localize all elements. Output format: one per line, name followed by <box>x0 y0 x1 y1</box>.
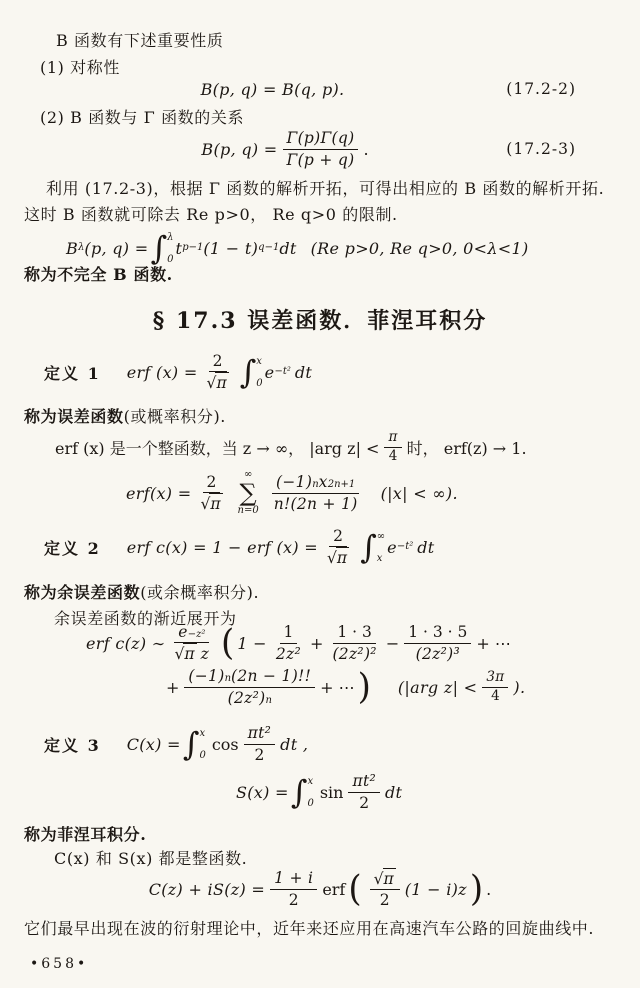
upper-limit: ∞ <box>243 469 253 480</box>
equation-lhs: C(x) = <box>126 734 181 754</box>
integral-sign: ∫ <box>150 228 168 267</box>
operator: + <box>166 677 180 697</box>
term: (2n − 1)!! <box>231 667 312 686</box>
fraction <box>323 526 353 568</box>
close-paren: ) <box>469 868 484 910</box>
numerator: πt² <box>244 723 276 744</box>
complementary-caption <box>24 580 259 603</box>
radicand: π <box>210 495 221 513</box>
lower-limit: n=0 <box>237 505 259 516</box>
denominator: 2 <box>359 793 370 812</box>
integrand-term: t <box>175 238 183 258</box>
numerator: 2 <box>209 351 227 372</box>
function-name: erf <box>322 879 346 899</box>
differential: dt , <box>280 734 309 754</box>
definition-1: 定义 1 erf (x) = 2 √ π ∫ x 0 e −t² dt <box>44 351 313 392</box>
error-function-caption <box>24 404 226 427</box>
definition-label: 定义 3 <box>44 735 101 755</box>
equation-lhs: B(p, q) = <box>201 139 278 159</box>
paragraph-text: 时， erf(z) → 1. <box>406 438 527 458</box>
definition-2: 定义 2 erf c(x) = 1 − erf (x) = 2 √ π ∫ ∞ x e −t² dt <box>44 526 435 567</box>
denominator <box>203 372 233 393</box>
integrand: e <box>264 362 275 382</box>
radical-sign: √ <box>373 869 384 888</box>
denominator: (2z²)² <box>332 644 377 663</box>
fraction <box>244 723 276 764</box>
integral <box>290 772 314 811</box>
numerator: 1 · 3 <box>333 622 376 643</box>
definition-3 <box>44 722 308 766</box>
numerator <box>370 868 400 890</box>
lower-limit: 0 <box>307 798 314 809</box>
numerator: 1 <box>280 622 298 643</box>
property-relation-label: (2) B 函数与 Γ 函数的关系 <box>40 108 245 127</box>
fraction <box>272 622 305 663</box>
integral-sign: ∫ <box>182 724 200 763</box>
property-symmetry-label: (1) 对称性 <box>40 58 120 77</box>
lower-limit: 0 <box>167 254 174 265</box>
fraction <box>384 429 401 465</box>
restriction-paragraph: 这时 B 函数就可除去 Re p>0， Re q>0 的限制. <box>24 205 398 224</box>
section-heading: § 17.3 误差函数．菲涅耳积分 <box>152 308 488 334</box>
numerator: 1 + i <box>270 868 317 889</box>
summation <box>238 470 259 516</box>
condition-pre: (|arg z| < <box>397 677 478 697</box>
definition-label: 定义 1 <box>44 363 101 383</box>
fraction <box>328 622 380 663</box>
period: . <box>363 139 369 159</box>
integral-sign: ∫ <box>290 772 308 811</box>
equation-erfc-asymptotic-line1 <box>86 620 511 666</box>
lower-limit: x <box>376 553 383 564</box>
integral-limits <box>377 530 385 564</box>
integral-sign: ∫ <box>360 527 377 566</box>
equation-lhs: S(x) = <box>236 782 289 802</box>
upper-limit: x <box>256 356 262 367</box>
numerator: 2 <box>203 472 221 493</box>
denominator: 4 <box>388 447 398 464</box>
radicand: π <box>184 645 195 663</box>
operator: − <box>385 633 400 653</box>
term: 1 − <box>237 633 267 653</box>
upper-limit: x <box>307 776 314 787</box>
numerator: (−1) n (2n − 1)!! <box>184 666 315 687</box>
condition: (Re p>0, Re q>0, 0<λ<1) <box>310 238 529 258</box>
fraction <box>482 669 508 705</box>
caption-strong: 称为误差函数 <box>24 407 124 426</box>
denominator: 2z² <box>275 644 302 663</box>
equation-symmetry <box>0 76 640 102</box>
denominator: 2 <box>288 890 299 909</box>
caption-rest: (或余概率积分). <box>140 583 260 602</box>
equation-lhs: erf(x) = <box>126 483 192 503</box>
integral <box>360 527 386 566</box>
function-symbol: B <box>66 238 79 258</box>
numerator: 3π <box>482 669 508 688</box>
radical-sign: √ <box>326 549 337 567</box>
numerator: (−1) n x 2n+1 <box>272 472 359 493</box>
term: x <box>318 473 328 492</box>
radicand: π <box>216 374 227 392</box>
continuation: + ⋯ <box>476 633 511 653</box>
denominator: (2z²)³ <box>415 644 460 663</box>
integral-limits <box>167 231 173 265</box>
fraction <box>184 666 315 707</box>
differential: dt <box>294 362 313 382</box>
denominator: Γ(p + q) <box>286 150 355 169</box>
fresnel-caption: 称为菲涅耳积分. <box>24 825 147 844</box>
numerator: e −z² <box>174 622 209 643</box>
sigma-sign: ∑ <box>239 479 257 507</box>
open-paren: ( <box>348 868 362 910</box>
numerator: 2 <box>329 526 347 547</box>
equation-body: B(p, q) = B(q, p). <box>200 79 345 99</box>
integral <box>150 228 174 267</box>
numerator: Γ(p)Γ(q) <box>283 128 359 149</box>
lower-limit: 0 <box>199 750 206 761</box>
period: . <box>486 879 492 899</box>
condition-post: ). <box>513 677 526 697</box>
fraction <box>404 622 471 663</box>
fraction <box>270 472 362 513</box>
equation-lhs: C(z) + iS(z) = <box>148 879 266 899</box>
entire-functions-note: C(x) 和 S(x) 都是整函数. <box>54 849 248 868</box>
page-number: •658• <box>30 956 89 972</box>
asymptotic-intro: 余误差函数的渐近展开为 <box>54 609 237 628</box>
radicand: π <box>336 549 348 567</box>
integral <box>239 352 263 391</box>
radical-sign: √ <box>206 374 217 392</box>
continuation: + ⋯ <box>320 677 355 697</box>
denominator: 2 <box>254 745 265 764</box>
denominator <box>323 547 353 568</box>
numerator: πt² <box>348 771 380 792</box>
upper-limit: λ <box>167 232 174 243</box>
differential: dt <box>384 782 403 802</box>
denominator <box>196 493 226 514</box>
applications-paragraph: 它们最早出现在波的衍射理论中，近年来还应用在高速汽车公路的回旋曲线中. <box>24 919 595 938</box>
analytic-continuation-paragraph: 利用 (17.2-3)，根据 Γ 函数的解析开拓，可得出相应的 B 函数的解析开拓. <box>46 179 605 198</box>
equation-erfc-asymptotic-line2 <box>166 664 525 710</box>
upper-limit: x <box>199 728 206 739</box>
integral-limits <box>199 727 205 761</box>
equation-incomplete-beta: B λ (p, q) = ∫ λ 0 t p−1 (1 − t) q−1 dt (Re p>0, Re q>0, 0<λ<1) <box>66 228 529 267</box>
term: (−1) <box>188 667 225 686</box>
denominator: n!(2n + 1) <box>273 494 358 513</box>
incomplete-beta-caption: 称为不完全 B 函数. <box>24 265 173 284</box>
fraction <box>283 128 359 169</box>
equation-fresnel-erf-relation <box>0 866 640 912</box>
close-paren: ) <box>357 666 371 708</box>
term: e <box>178 622 188 641</box>
arguments: (p, q) = <box>84 238 149 258</box>
term: (−1) <box>276 473 313 492</box>
intro-line: B 函数有下述重要性质 <box>56 31 224 50</box>
denominator: 2 <box>379 891 390 909</box>
term: z <box>200 645 210 663</box>
term: (2z²) <box>227 688 266 707</box>
equation-lhs: erf c(x) = 1 − erf (x) = <box>126 537 318 557</box>
fraction <box>348 771 380 812</box>
equation-number: (17.2-2) <box>506 80 576 98</box>
operator: + <box>310 633 324 653</box>
condition: (|x| < ∞). <box>380 483 458 503</box>
equation-erf-series <box>126 468 458 518</box>
equation-lhs: erf (x) = <box>126 362 198 382</box>
denominator: (2z²) n <box>227 688 272 707</box>
function-name: cos <box>211 734 239 754</box>
equation-lhs: erf c(z) ∼ <box>86 633 166 653</box>
numerator: π <box>384 429 401 448</box>
term: (1 − i)z <box>404 879 467 899</box>
upper-limit: ∞ <box>376 531 386 542</box>
caption-rest: (或概率积分). <box>123 407 226 426</box>
differential: dt <box>279 238 297 258</box>
equation-beta-gamma <box>0 126 640 172</box>
radical-sign: √ <box>200 495 211 513</box>
lower-limit: 0 <box>256 378 263 389</box>
equation-fresnel-s <box>236 770 402 814</box>
open-paren: ( <box>221 622 235 664</box>
equation-number: (17.2-3) <box>506 140 576 158</box>
radical-sign: √ <box>174 645 185 663</box>
integral <box>182 724 206 763</box>
caption-strong: 称为余误差函数 <box>24 583 141 602</box>
fraction <box>171 622 214 664</box>
differential: dt <box>417 537 435 557</box>
integrand: e <box>387 537 397 557</box>
numerator: 1 · 3 · 5 <box>404 622 471 643</box>
integrand-term: (1 − t) <box>203 238 259 258</box>
integral-limits <box>307 775 313 809</box>
integral-sign: ∫ <box>239 352 257 391</box>
denominator <box>171 643 214 664</box>
denominator: 4 <box>491 687 500 704</box>
definition-label: 定义 2 <box>44 538 101 558</box>
fraction <box>196 472 226 514</box>
fraction <box>270 868 317 909</box>
fraction <box>203 351 233 393</box>
entire-function-paragraph <box>55 428 527 466</box>
integral-limits <box>256 355 262 389</box>
function-name: sin <box>319 782 344 802</box>
paragraph-text: erf (x) 是一个整函数，当 z → ∞， |arg z| < <box>55 438 380 458</box>
fraction <box>370 868 400 910</box>
radicand: π <box>383 869 394 888</box>
